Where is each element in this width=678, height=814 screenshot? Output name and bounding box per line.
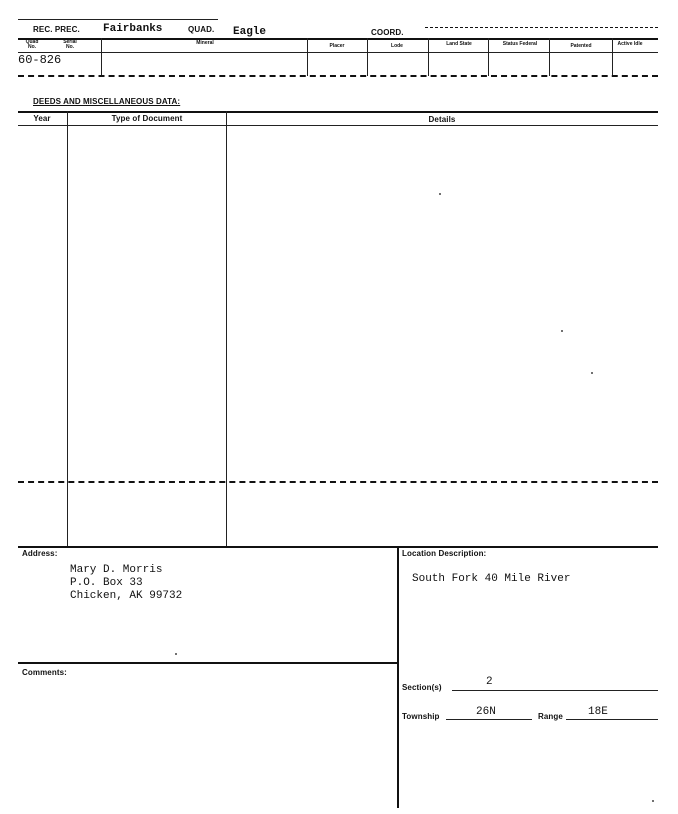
col-sep-status [488,38,489,76]
coord-dash-line [425,27,658,28]
col-quad-no: Quad No. [25,39,39,50]
rec-prec-label: REC. PREC. [33,25,80,34]
lower-vertical-divider [397,546,399,808]
scan-speck [591,372,593,374]
record-dashed-rule [18,75,658,77]
col-active-idle: Active Idle [617,41,643,47]
address-line-3: Chicken, AK 99732 [70,590,183,602]
rec-prec-value: Fairbanks [103,23,163,35]
scan-speck [439,193,441,195]
col-sep-active [612,38,613,76]
col-land-state: Land State [446,41,472,47]
col-placer: Placer [329,43,345,49]
scan-speck [652,800,654,802]
col-sep-patented [549,38,550,76]
range-value: 18E [588,706,608,718]
quad-value: Eagle [233,26,267,38]
header-top-rule [18,19,218,20]
location-value: South Fork 40 Mile River [412,573,571,585]
township-label: Township [402,712,440,721]
section-underline [452,690,658,691]
address-label: Address: [22,549,58,558]
deeds-header-bottom-rule [18,125,658,126]
scan-speck [561,330,563,332]
col-sep-land [428,38,429,76]
location-label: Location Description: [402,549,487,558]
coord-label: COORD. [371,28,404,37]
col-lode: Lode [391,43,403,49]
township-underline [446,719,532,720]
range-label: Range [538,712,563,721]
section-label: Section(s) [402,683,442,692]
col-sep-placer [307,38,308,76]
col-year: Year [33,114,51,123]
column-header-bottom-rule [18,52,658,53]
column-header-top-rule [18,38,658,40]
township-value: 26N [476,706,496,718]
col-mineral: Mineral [196,40,214,46]
col-details: Details [428,115,456,124]
quad-label: QUAD. [188,25,215,34]
comments-label: Comments: [22,668,67,677]
col-sep-lode [367,38,368,76]
range-underline [566,719,658,720]
deeds-top-rule [18,111,658,113]
quad-serial-value: 60-826 [18,53,62,67]
address-line-2: P.O. Box 33 [70,577,143,589]
lower-top-rule [18,546,658,548]
col-type-of-document: Type of Document [111,114,183,123]
col-sep-mineral [101,38,102,76]
deeds-section-title: DEEDS AND MISCELLANEOUS DATA: [33,97,181,106]
scan-speck [175,653,177,655]
comments-top-rule [18,662,398,664]
deeds-dashed-rule [18,481,658,483]
col-serial-no: Serial No. [63,39,77,50]
col-status-federal: Status Federal [502,41,538,47]
address-line-1: Mary D. Morris [70,564,163,576]
section-value: 2 [486,676,493,688]
col-patented: Patented [570,43,592,49]
